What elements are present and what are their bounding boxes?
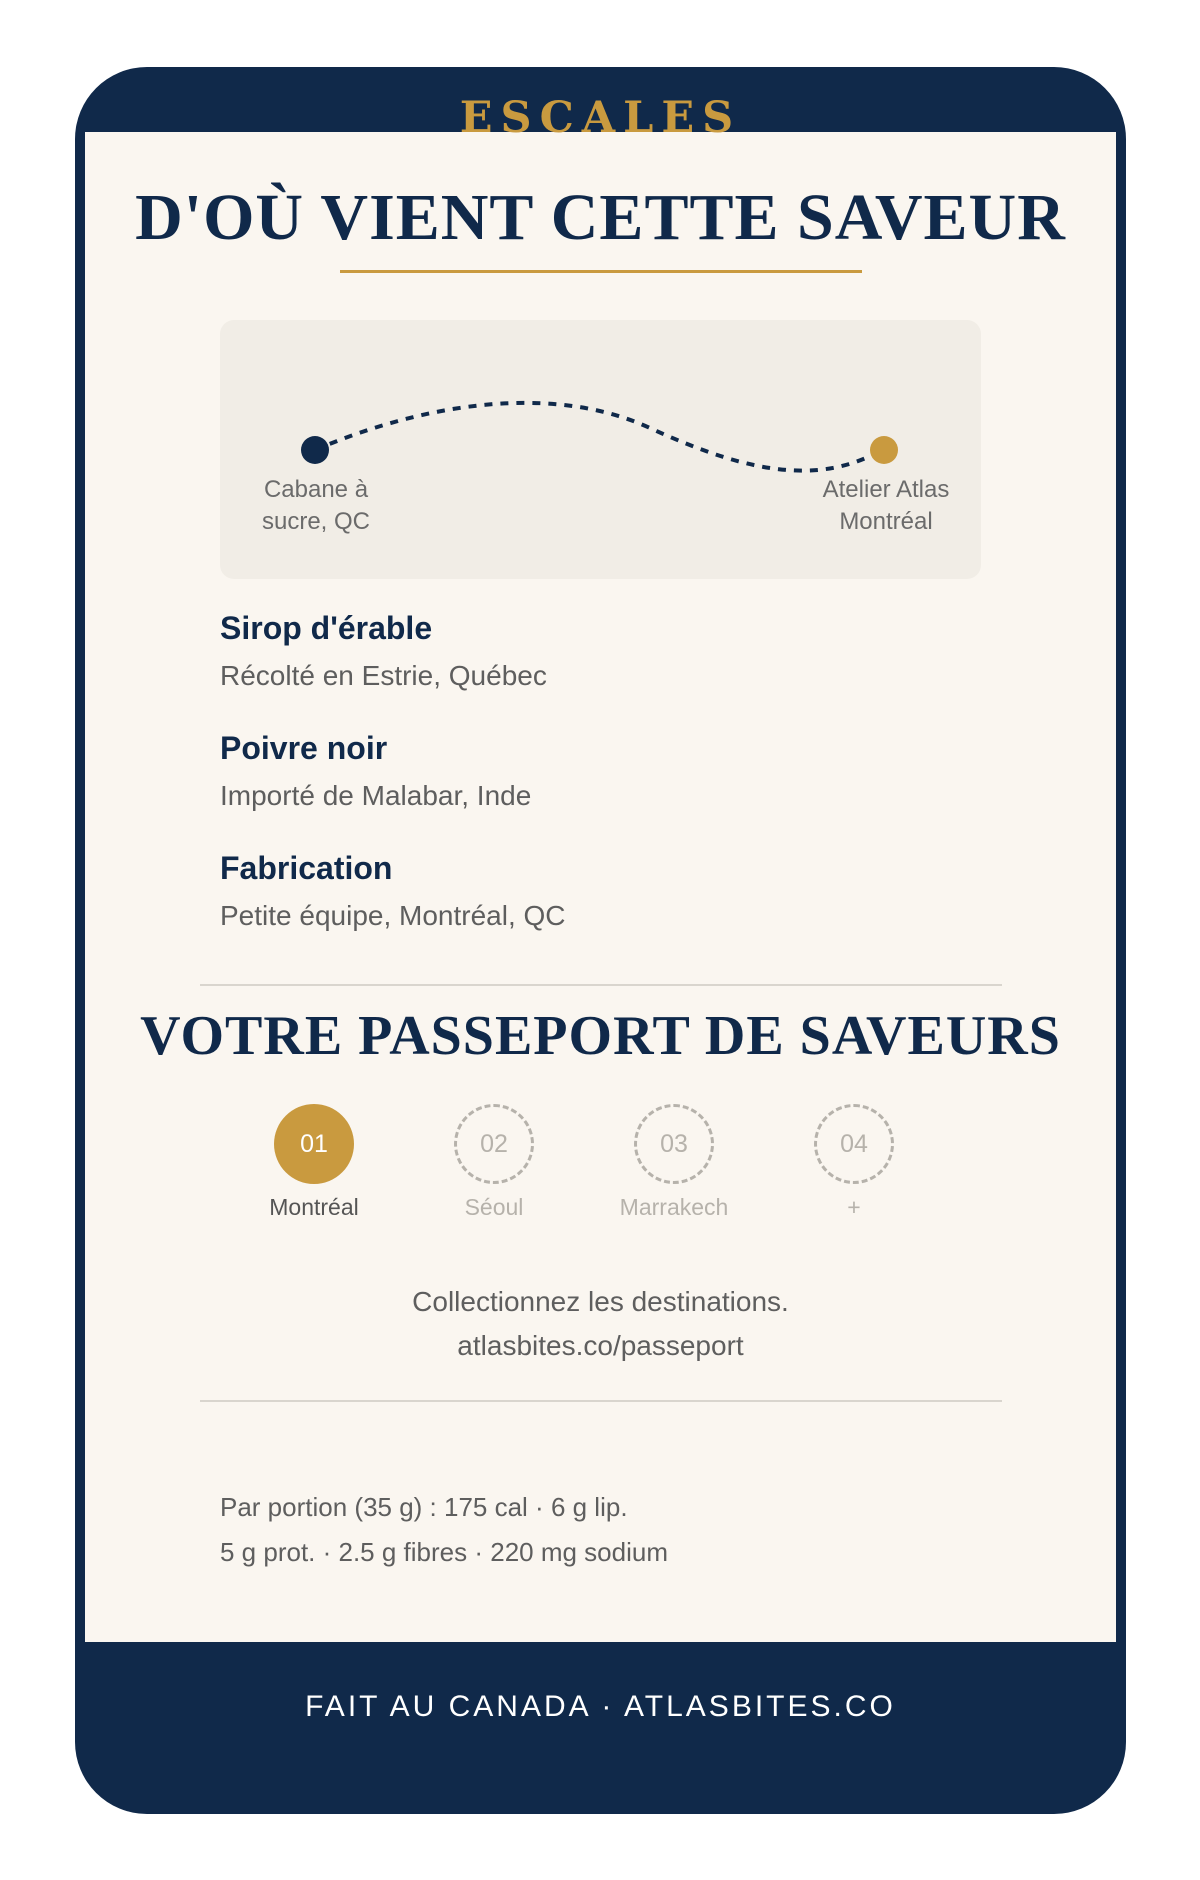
nutrition-facts — [220, 1485, 1020, 1575]
section-divider — [200, 1400, 1002, 1402]
origin-name: Poivre noir — [220, 730, 388, 766]
route-end-label — [786, 474, 986, 538]
brand-name: ESCALES — [459, 93, 742, 143]
origin-name: Sirop d'érable — [220, 610, 433, 646]
passport-url: atlasbites.co/passeport — [457, 1330, 744, 1361]
route-end-line1: Atelier Atlas — [822, 476, 950, 503]
route-dashed-line — [315, 403, 882, 471]
stamp-badge: 04 — [814, 1104, 894, 1184]
stamp-label: Montréal — [269, 1194, 359, 1220]
stamp-more — [784, 1104, 924, 1222]
title-underline — [340, 270, 862, 273]
nutrition-line: 5 g prot. · 2.5 g fibres · 220 mg sodium — [220, 1537, 668, 1567]
label-card — [75, 67, 1126, 1814]
stamp-badge: 02 — [454, 1104, 534, 1184]
passport-stamps — [75, 1104, 1126, 1234]
passport-callout — [75, 1280, 1126, 1368]
origin-detail: Importé de Malabar, Inde — [220, 780, 532, 811]
route-start-label — [216, 474, 416, 538]
stamp-seoul — [424, 1104, 564, 1222]
end-point-marker — [870, 436, 898, 464]
route-start-line1: Cabane à — [263, 476, 369, 503]
route-map — [220, 320, 981, 579]
nutrition-line: Par portion (35 g) : 175 cal · 6 g lip. — [220, 1492, 628, 1522]
origin-name: Fabrication — [220, 850, 393, 886]
stamp-marrakech — [604, 1104, 744, 1222]
passport-title: VOTRE PASSEPORT DE SAVEURS — [140, 1005, 1061, 1067]
origin-item-syrup — [220, 612, 981, 690]
section-divider — [200, 984, 1002, 986]
origin-item-pepper — [220, 732, 981, 810]
origin-detail: Petite équipe, Montréal, QC — [220, 900, 566, 931]
stamp-label: Séoul — [464, 1194, 524, 1220]
route-start-line2: sucre, QC — [261, 508, 371, 535]
stamp-label: Marrakech — [619, 1194, 729, 1220]
stamp-montreal — [244, 1104, 384, 1222]
stamp-label: + — [847, 1194, 861, 1220]
origin-detail: Récolté en Estrie, Québec — [220, 660, 547, 691]
footer-tagline: FAIT AU CANADA · ATLASBITES.CO — [305, 1690, 896, 1723]
origin-title: D'OÙ VIENT CETTE SAVEUR — [135, 181, 1066, 254]
stamp-badge: 01 — [274, 1104, 354, 1184]
start-point-marker — [301, 436, 329, 464]
stamp-badge: 03 — [634, 1104, 714, 1184]
route-path-graphic — [220, 320, 981, 579]
passport-tagline: Collectionnez les destinations. — [412, 1286, 789, 1317]
route-end-line2: Montréal — [839, 508, 933, 535]
origin-item-manufacturing — [220, 852, 981, 930]
